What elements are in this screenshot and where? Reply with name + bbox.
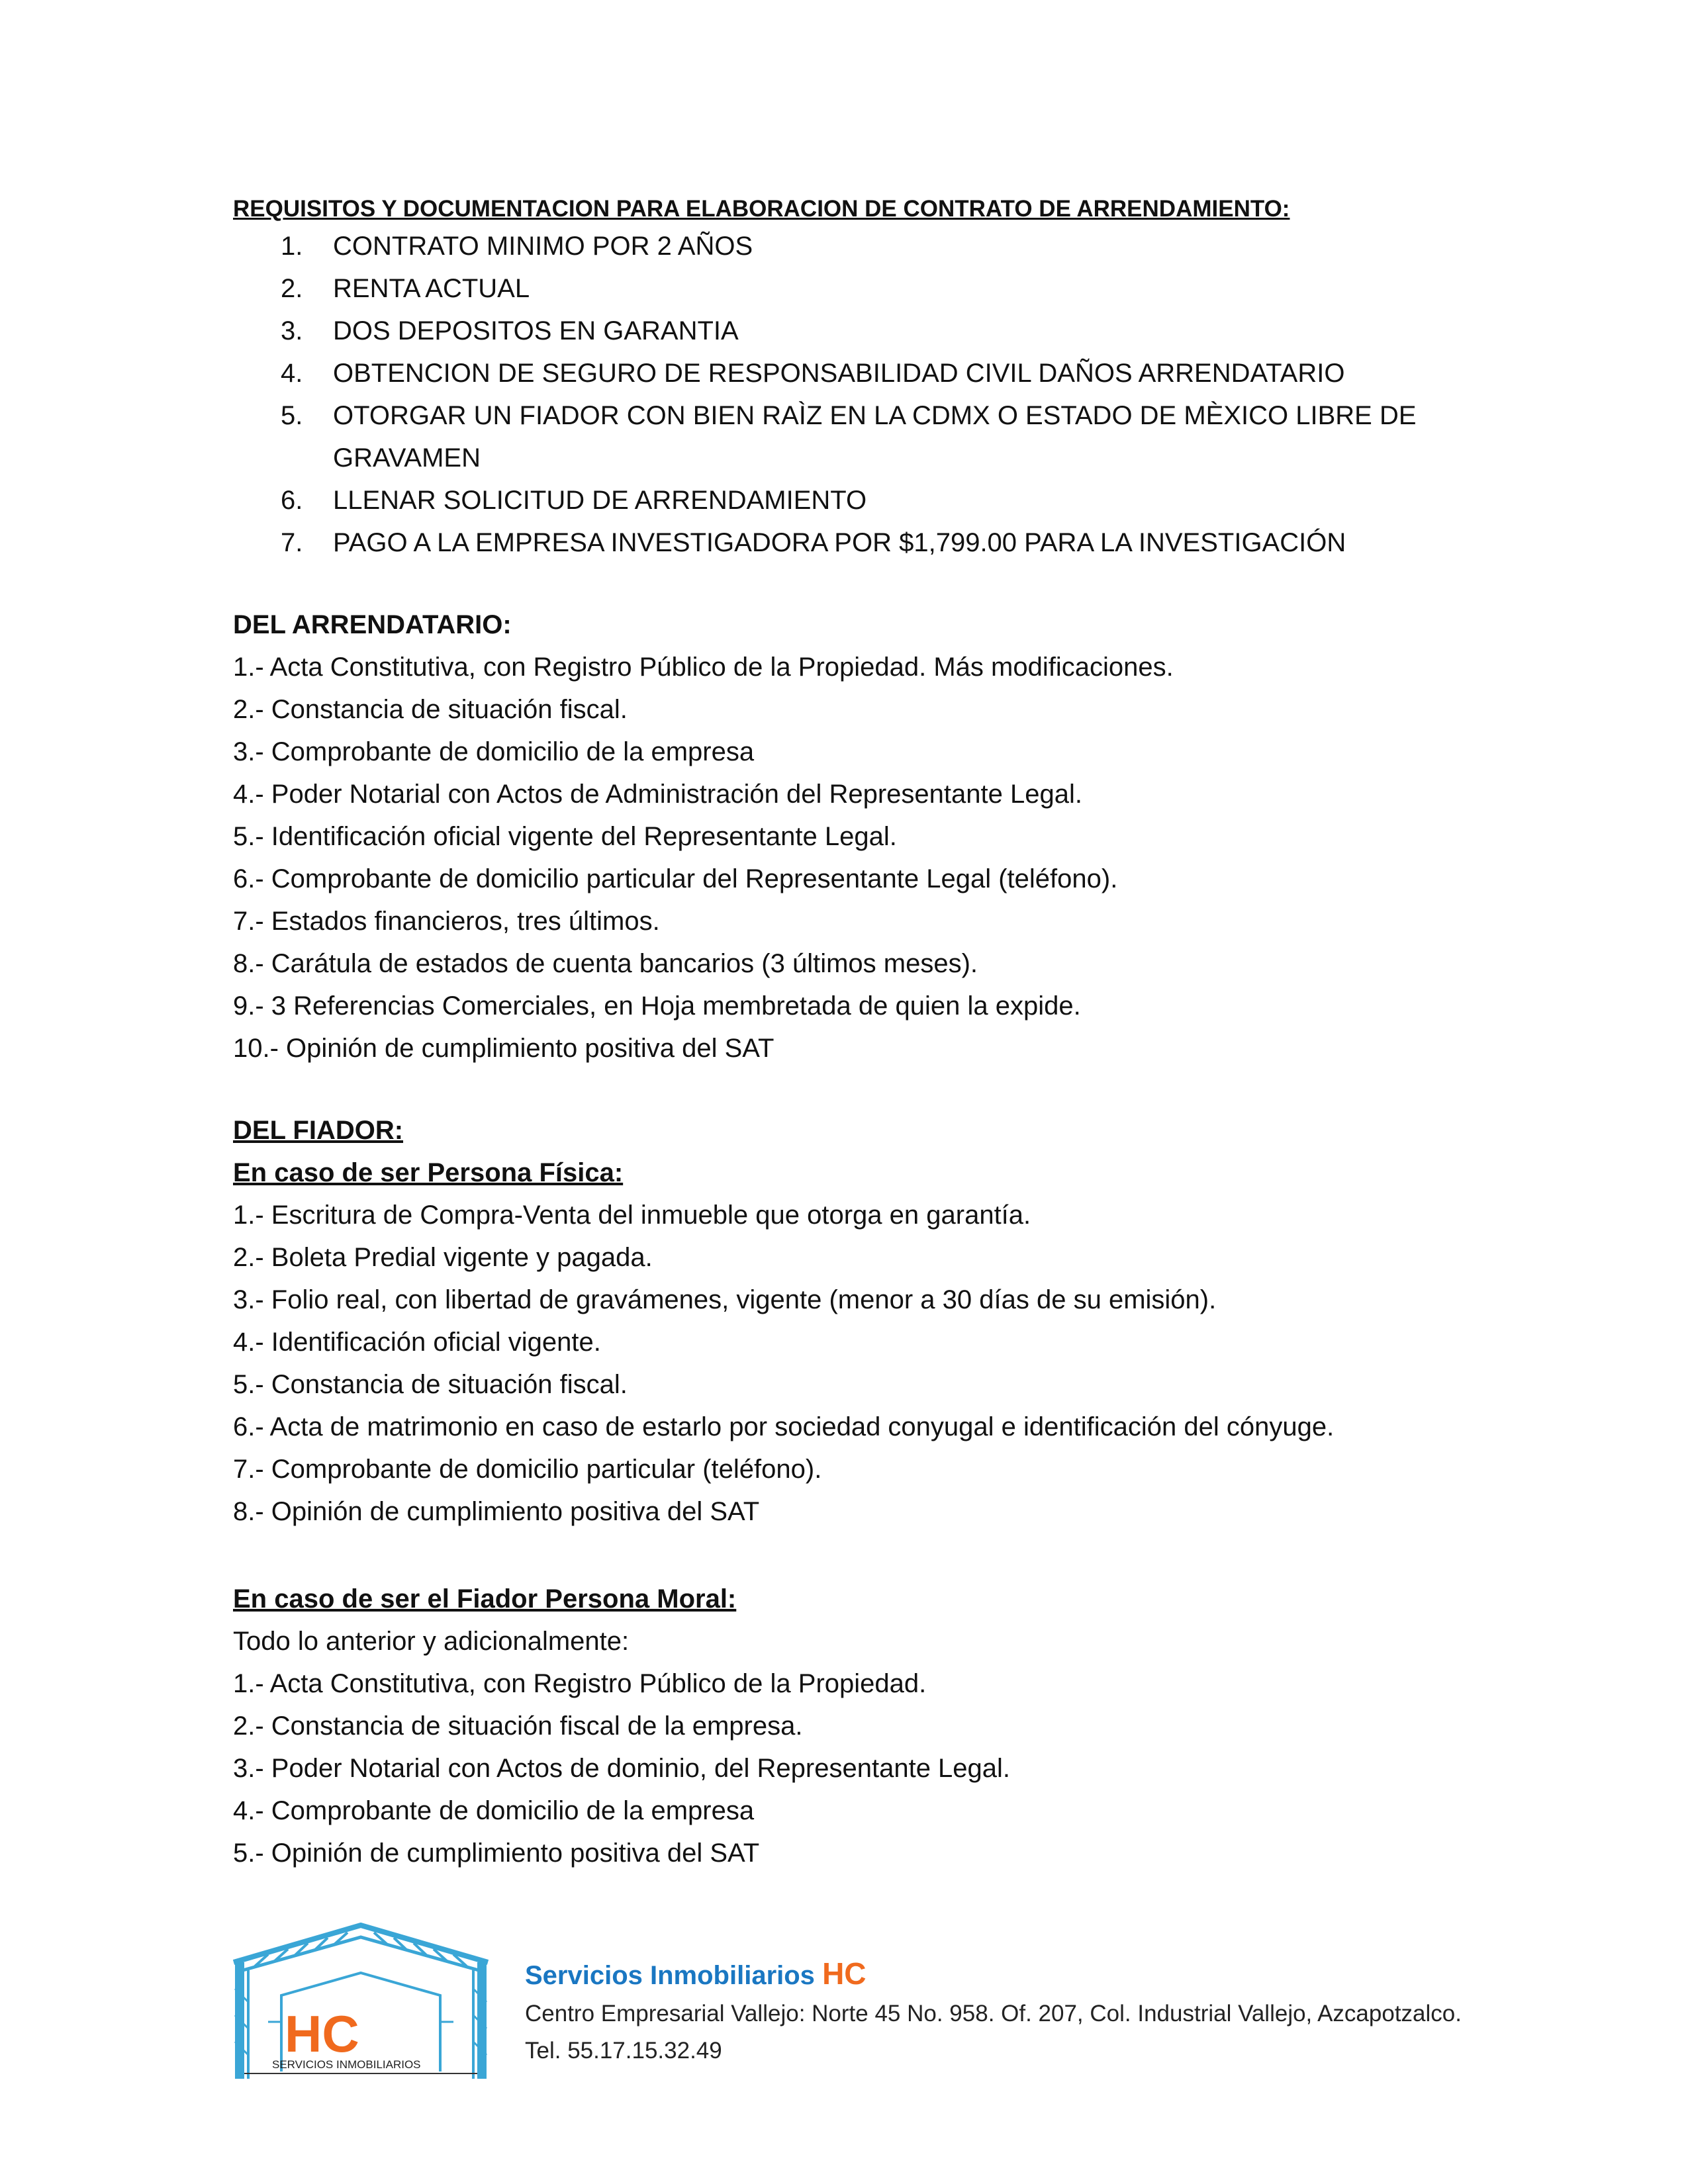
fiador-fisica-item: 5.- Constancia de situación fiscal. xyxy=(233,1370,628,1399)
arrendatario-item: 10.- Opinión de cumplimiento positiva del SAT xyxy=(233,1034,774,1063)
footer xyxy=(228,1923,1618,2081)
fiador-fisica-item: 3.- Folio real, con libertad de gravámenes, vigente (menor a 30 días de su emisión). xyxy=(233,1285,1217,1314)
arrendatario-section xyxy=(233,604,1174,1069)
fiador-moral-heading: En caso de ser el Fiador Persona Moral: xyxy=(233,1584,737,1614)
company-hc-mark: HC xyxy=(822,1956,867,1991)
fiador-fisica-item: 4.- Identificación oficial vigente. xyxy=(233,1328,601,1357)
hc-building-frame-logo-icon xyxy=(228,1923,496,2081)
fiador-moral-section xyxy=(233,1578,1010,1874)
svg-text:SERVICIOS INMOBILIARIOS: SERVICIOS INMOBILIARIOS xyxy=(272,2058,421,2071)
arrendatario-heading: DEL ARRENDATARIO: xyxy=(233,610,512,639)
company-contact xyxy=(525,1995,1462,2070)
arrendatario-item: 2.- Constancia de situación fiscal. xyxy=(233,695,628,724)
fiador-fisica-item: 1.- Escritura de Compra-Venta del inmueble que otorga en garantía. xyxy=(233,1201,1031,1230)
arrendatario-item: 7.- Estados financieros, tres últimos. xyxy=(233,907,660,936)
requisito-item: 2. RENTA ACTUAL xyxy=(281,274,530,303)
arrendatario-item: 1.- Acta Constitutiva, con Registro Público de la Propiedad. Más modificaciones. xyxy=(233,653,1174,682)
fiador-section xyxy=(233,1109,1334,1533)
requisito-item: 4. OBTENCION DE SEGURO DE RESPONSABILIDAD CIVIL DAÑOS ARRENDATARIO xyxy=(281,359,1345,388)
requisito-item: 5. OTORGAR UN FIADOR CON BIEN RAÌZ EN LA CDMX O ESTADO DE MÈXICO LIBRE DE GRAVAMEN xyxy=(281,401,1417,473)
arrendatario-item: 4.- Poder Notarial con Actos de Administración del Representante Legal. xyxy=(233,780,1082,809)
fiador-moral-item: 3.- Poder Notarial con Actos de dominio, del Representante Legal. xyxy=(233,1754,1011,1783)
fiador-fisica-item: 2.- Boleta Predial vigente y pagada. xyxy=(233,1243,653,1272)
fiador-moral-item: 2.- Constancia de situación fiscal de la empresa. xyxy=(233,1711,803,1741)
fiador-fisica-heading: En caso de ser Persona Física: xyxy=(233,1158,624,1187)
fiador-fisica-item: 7.- Comprobante de domicilio particular (teléfono). xyxy=(233,1455,822,1484)
arrendatario-item: 3.- Comprobante de domicilio de la empresa xyxy=(233,737,755,766)
fiador-heading: DEL FIADOR: xyxy=(233,1116,404,1145)
fiador-fisica-item: 6.- Acta de matrimonio en caso de estarlo por sociedad conyugal e identificación del cónyuge. xyxy=(233,1412,1335,1441)
requisito-item: 3. DOS DEPOSITOS EN GARANTIA xyxy=(281,316,739,345)
requisito-item: 6. LLENAR SOLICITUD DE ARRENDAMIENTO xyxy=(281,486,867,515)
fiador-fisica-item: 8.- Opinión de cumplimiento positiva del SAT xyxy=(233,1497,760,1526)
arrendatario-item: 6.- Comprobante de domicilio particular del Representante Legal (teléfono). xyxy=(233,864,1118,893)
requisito-item: 1. CONTRATO MINIMO POR 2 AÑOS xyxy=(281,232,753,261)
requisito-item: 7. PAGO A LA EMPRESA INVESTIGADORA POR $1,799.00 PARA LA INVESTIGACIÓN xyxy=(281,528,1346,557)
fiador-moral-item: 4.- Comprobante de domicilio de la empresa xyxy=(233,1796,755,1825)
arrendatario-item: 5.- Identificación oficial vigente del Representante Legal. xyxy=(233,822,897,851)
arrendatario-item: 9.- 3 Referencias Comerciales, en Hoja membretada de quien la expide. xyxy=(233,991,1081,1021)
requisitos-title: REQUISITOS Y DOCUMENTACION PARA ELABORACION DE CONTRATO DE ARRENDAMIENTO: xyxy=(233,196,1290,222)
fiador-moral-intro: Todo lo anterior y adicionalmente: xyxy=(233,1627,630,1656)
fiador-moral-item: 5.- Opinión de cumplimiento positiva del SAT xyxy=(233,1839,760,1868)
company-phone: Tel. 55.17.15.32.49 xyxy=(525,2038,722,2064)
company-name: Servicios Inmobiliarios HC xyxy=(525,1956,867,1991)
fiador-moral-item: 1.- Acta Constitutiva, con Registro Público de la Propiedad. xyxy=(233,1669,927,1698)
company-address: Centro Empresarial Vallejo: Norte 45 No. 958. Of. 207, Col. Industrial Vallejo, Azcapotzalco. xyxy=(525,2001,1462,2026)
arrendatario-item: 8.- Carátula de estados de cuenta bancarios (3 últimos meses). xyxy=(233,949,978,978)
svg-text:HC: HC xyxy=(285,2005,359,2063)
requisitos-list xyxy=(233,225,1524,564)
